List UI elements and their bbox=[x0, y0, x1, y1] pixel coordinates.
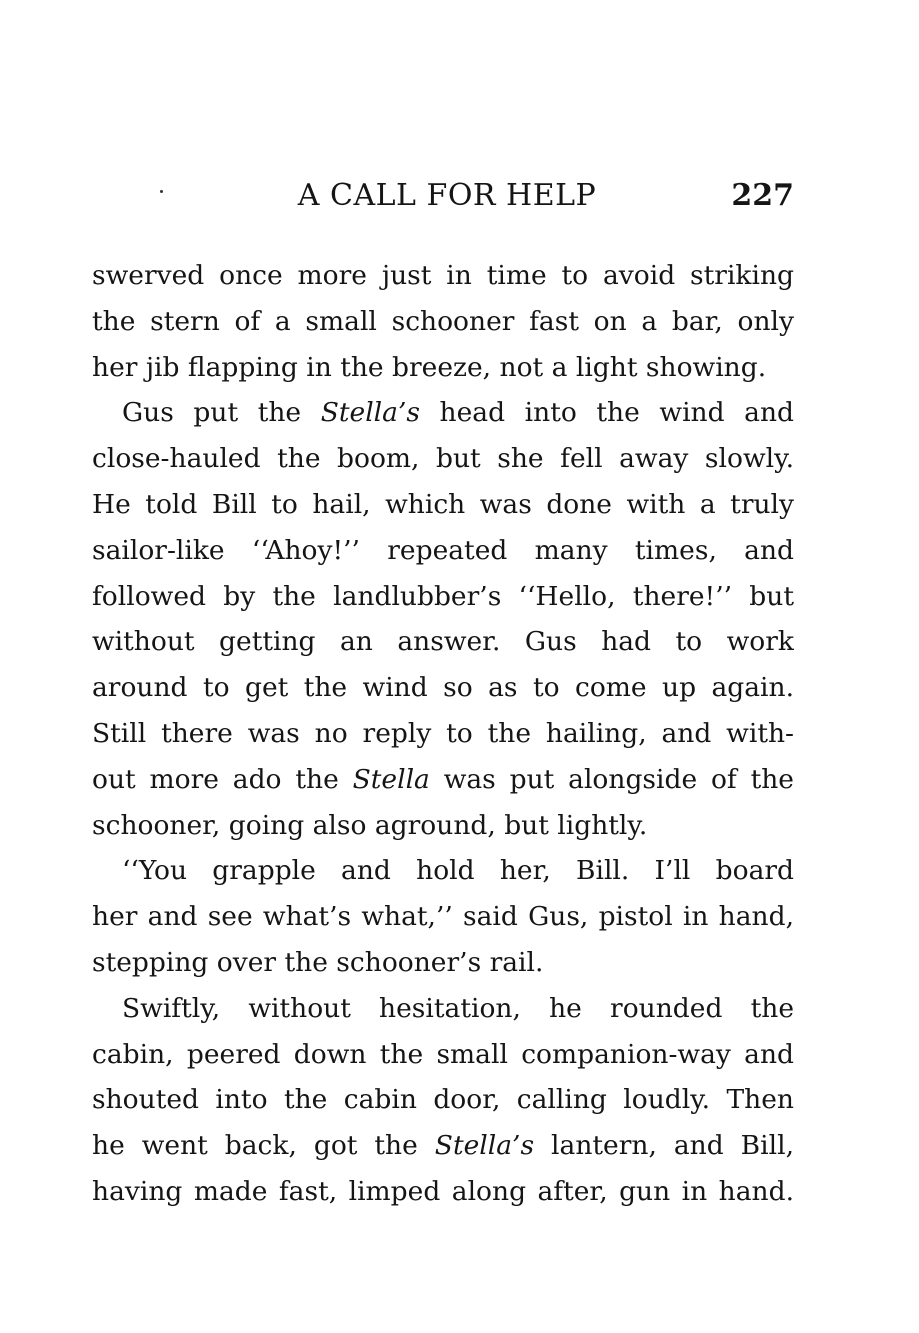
text-line: the stern of a small schooner fast on a bar, only bbox=[92, 305, 794, 337]
text-line: her jib flapping in the breeze, not a light showing. bbox=[92, 351, 767, 383]
text-line: cabin, peered down the small companion-way and bbox=[92, 1038, 794, 1070]
text-line: having made fast, limped along after, gun in hand. bbox=[92, 1175, 794, 1207]
running-head bbox=[92, 178, 794, 228]
text-line: close-hauled the boom, but she fell away slowly. bbox=[92, 443, 794, 475]
text-line: shouted into the cabin door, calling loudly. Then bbox=[92, 1084, 794, 1116]
text-line: followed by the landlubber’s ‘‘Hello, there!’’ but bbox=[92, 580, 794, 612]
text-line: around to get the wind so as to come up again. bbox=[92, 672, 794, 704]
text-line: Still there was no reply to the hailing, and with- bbox=[92, 717, 794, 749]
text-line: swerved once more just in time to avoid striking bbox=[92, 260, 794, 291]
page-number: 227 bbox=[731, 178, 794, 213]
text-line: out more ado the Stella was put alongside of the bbox=[92, 763, 794, 795]
text-line: without getting an answer. Gus had to work bbox=[92, 626, 794, 658]
text-line: Swiftly, without hesitation, he rounded the bbox=[122, 992, 794, 1024]
text-line: stepping over the schooner’s rail. bbox=[92, 946, 544, 978]
text-line: sailor-like ‘‘Ahoy!’’ repeated many times, and bbox=[92, 534, 794, 566]
text-line: Gus put the Stella’s head into the wind and bbox=[122, 397, 794, 429]
text-line: He told Bill to hail, which was done with a truly bbox=[92, 488, 794, 520]
text-line: schooner, going also aground, but lightly. bbox=[92, 809, 648, 841]
text-line: he went back, got the Stella’s lantern, and Bill, bbox=[92, 1130, 794, 1162]
text-line: ‘‘You grapple and hold her, Bill. I’ll board bbox=[122, 855, 794, 887]
text-line: her and see what’s what,’’ said Gus, pistol in hand, bbox=[92, 901, 794, 933]
chapter-title: A CALL FOR HELP bbox=[297, 178, 597, 213]
body-text bbox=[92, 253, 794, 1215]
